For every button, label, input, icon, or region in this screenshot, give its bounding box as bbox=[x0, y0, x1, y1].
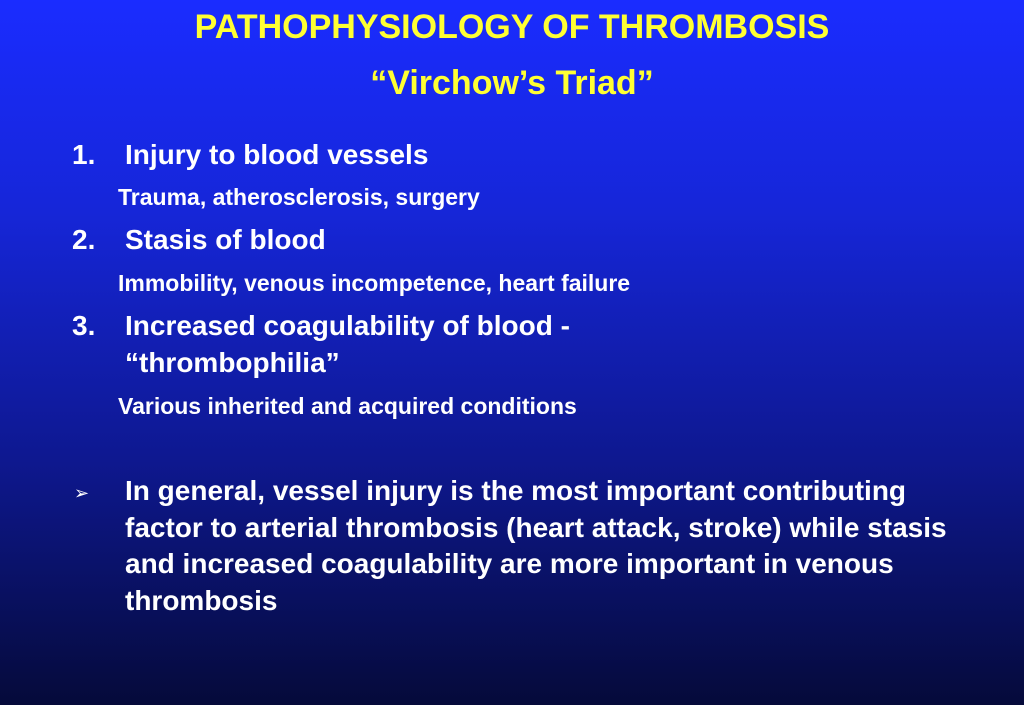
item-2-number: 2. bbox=[72, 224, 96, 255]
item-2-detail: Immobility, venous incompetence, heart failure bbox=[118, 270, 631, 296]
slide-title: PATHOPHYSIOLOGY OF THROMBOSIS bbox=[194, 8, 830, 46]
item-1-detail: Trauma, atherosclerosis, surgery bbox=[118, 184, 480, 210]
item-3-number: 3. bbox=[72, 310, 96, 341]
item-1-number: 1. bbox=[72, 139, 96, 170]
arrow-bullet-icon: ➢ bbox=[74, 483, 90, 503]
summary-paragraph: In general, vessel injury is the most important contributing factor to arterial thrombosis (heart attack, stroke) while stasis and increased coagulability are more important in venous thrombosis bbox=[125, 475, 947, 616]
item-2-label: Stasis of blood bbox=[125, 224, 326, 255]
slide-subtitle: “Virchow’s Triad” bbox=[370, 64, 654, 102]
item-3-detail: Various inherited and acquired conditions bbox=[118, 393, 577, 419]
item-1-label: Injury to blood vessels bbox=[125, 139, 429, 170]
item-3-label-line1: Increased coagulability of blood - bbox=[125, 310, 570, 341]
item-3-label-line2: “thrombophilia” bbox=[125, 347, 340, 378]
